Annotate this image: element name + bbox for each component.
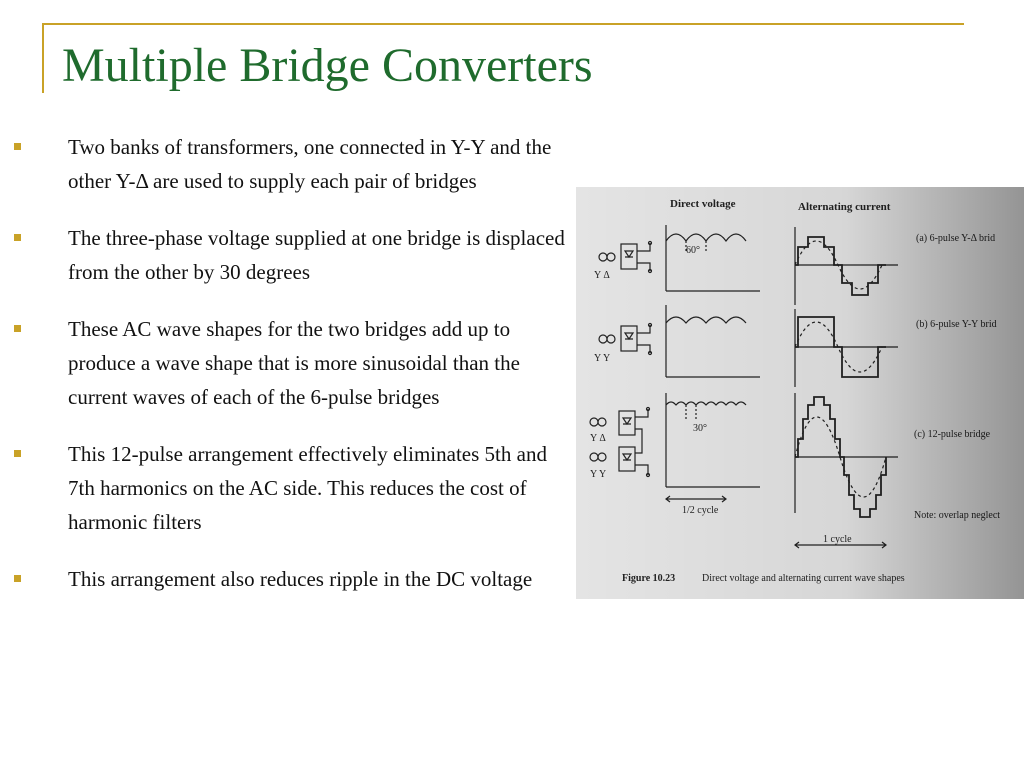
scan-shadow: [576, 187, 1024, 599]
bullet-item: [14, 437, 574, 539]
bullet-marker: [14, 234, 21, 241]
slide-title: Multiple Bridge Converters: [62, 39, 593, 92]
bullet-text: These AC wave shapes for the two bridges add up to produce a wave shape that is more sinusoidal than the current waves of each of the 6-pulse bridges: [68, 317, 520, 409]
frame-top-line: [42, 23, 964, 25]
bullet-text: Two banks of transformers, one connected in Y-Y and the other Y-Δ are used to supply each pair of bridges: [68, 135, 552, 193]
waveform-figure: [576, 187, 1024, 599]
bullet-item: [14, 312, 574, 414]
bullet-item: [14, 221, 574, 289]
bullet-marker: [14, 450, 21, 457]
bullet-marker: [14, 325, 21, 332]
bullet-text: The three-phase voltage supplied at one bridge is displaced from the other by 30 degrees: [68, 226, 565, 284]
bullet-item: [14, 130, 574, 198]
bullet-marker: [14, 575, 21, 582]
bullet-marker: [14, 143, 21, 150]
bullet-list: [14, 130, 574, 619]
bullet-text: This 12-pulse arrangement effectively eliminates 5th and 7th harmonics on the AC side. This reduces the cost of harmonic filters: [68, 442, 547, 534]
frame-left-line: [42, 23, 44, 93]
waveform-figure-svg: [576, 187, 1024, 599]
bullet-item: [14, 562, 574, 596]
bullet-text: This arrangement also reduces ripple in the DC voltage: [68, 567, 533, 591]
